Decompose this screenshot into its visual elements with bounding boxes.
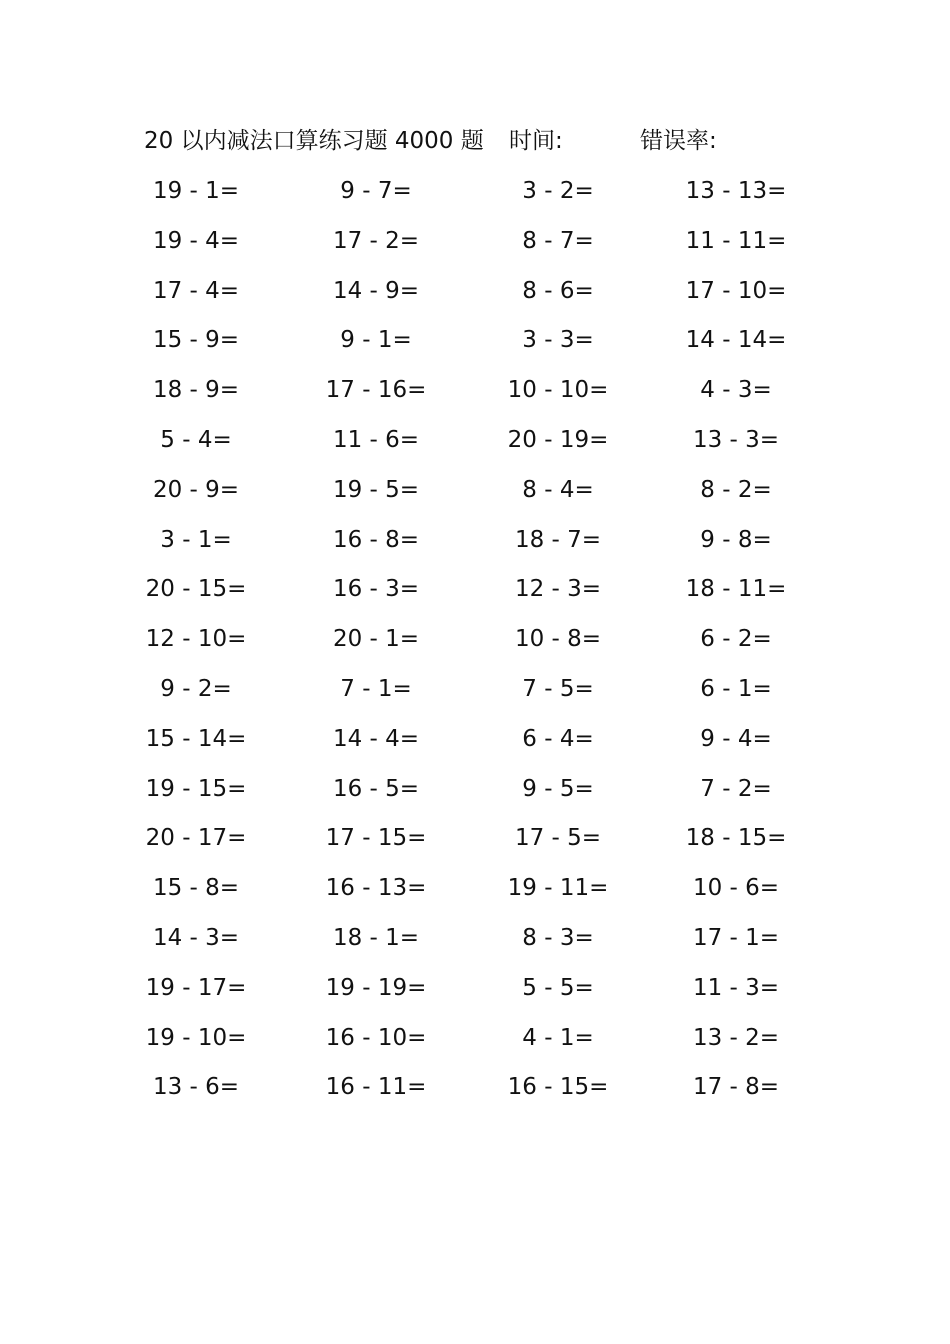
problem-c4-r16: 17 - 1= (692, 925, 780, 951)
problem-c1-r16: 14 - 3= (152, 925, 240, 951)
problem-c2-r9: 16 - 3= (332, 576, 420, 603)
problem-c3-r5: 10 - 10= (507, 377, 609, 404)
problem-c4-r2: 11 - 11= (685, 227, 787, 254)
problem-c2-r10: 20 - 1= (332, 626, 420, 653)
problem-c3-r6: 20 - 19= (507, 427, 609, 453)
problem-c4-r18: 13 - 2= (692, 1024, 780, 1051)
problem-c2-r19: 16 - 11= (325, 1074, 427, 1101)
problem-c4-r19: 17 - 8= (692, 1074, 780, 1101)
problem-c1-r19: 13 - 6= (152, 1074, 240, 1101)
problem-c1-r15: 15 - 8= (152, 875, 240, 902)
problem-c3-r4: 3 - 3= (522, 327, 594, 354)
problem-c1-r8: 3 - 1= (160, 526, 232, 553)
problem-c1-r12: 15 - 14= (145, 725, 247, 752)
problem-c3-r1: 3 - 2= (522, 178, 594, 204)
problem-c1-r3: 17 - 4= (152, 277, 240, 304)
problem-c3-r7: 8 - 4= (522, 476, 594, 503)
problem-c4-r1: 13 - 13= (685, 178, 787, 204)
problem-c4-r4: 14 - 14= (685, 327, 787, 354)
problem-c1-r18: 19 - 10= (145, 1024, 247, 1051)
problem-c1-r4: 15 - 9= (152, 327, 240, 354)
worksheet-title: 20 以内减法口算练习题 4000 题 (144, 128, 484, 154)
problem-c2-r7: 19 - 5= (332, 476, 420, 503)
problem-c2-r18: 16 - 10= (325, 1024, 427, 1051)
problem-c2-r11: 7 - 1= (340, 676, 412, 702)
problem-c3-r12: 6 - 4= (522, 725, 594, 752)
problem-c1-r11: 9 - 2= (160, 676, 232, 702)
problem-c4-r9: 18 - 11= (685, 576, 787, 603)
problem-c2-r2: 17 - 2= (332, 227, 420, 254)
problem-c3-r13: 9 - 5= (522, 775, 594, 802)
problem-c4-r6: 13 - 3= (692, 427, 780, 453)
problem-c1-r2: 19 - 4= (152, 227, 240, 254)
problem-c2-r8: 16 - 8= (332, 526, 420, 553)
problem-c3-r2: 8 - 7= (522, 227, 594, 254)
problem-c4-r7: 8 - 2= (700, 476, 772, 503)
problem-c1-r14: 20 - 17= (145, 825, 247, 852)
problem-c1-r9: 20 - 15= (145, 576, 247, 603)
error-rate-label: 错误率: (640, 128, 717, 154)
problem-c2-r6: 11 - 6= (332, 427, 420, 453)
problem-c1-r5: 18 - 9= (152, 377, 240, 404)
problem-c1-r10: 12 - 10= (145, 626, 247, 653)
problem-c3-r18: 4 - 1= (522, 1024, 594, 1051)
problem-c3-r8: 18 - 7= (514, 526, 602, 553)
problem-c3-r16: 8 - 3= (522, 925, 594, 951)
problem-c3-r9: 12 - 3= (514, 576, 602, 603)
problem-c2-r1: 9 - 7= (340, 178, 412, 204)
problem-c2-r12: 14 - 4= (332, 725, 420, 752)
problem-c4-r13: 7 - 2= (700, 775, 772, 802)
problem-c4-r14: 18 - 15= (685, 825, 787, 852)
problem-c1-r1: 19 - 1= (152, 178, 240, 204)
problem-c1-r6: 5 - 4= (160, 427, 232, 453)
problem-c3-r14: 17 - 5= (514, 825, 602, 852)
problem-c3-r11: 7 - 5= (522, 676, 594, 702)
problem-c2-r4: 9 - 1= (340, 327, 412, 354)
problem-c3-r3: 8 - 6= (522, 277, 594, 304)
problem-c1-r17: 19 - 17= (145, 974, 247, 1001)
problem-c2-r14: 17 - 15= (325, 825, 427, 852)
problem-c4-r3: 17 - 10= (685, 277, 787, 304)
problem-c2-r5: 17 - 16= (325, 377, 427, 404)
problem-c4-r10: 6 - 2= (700, 626, 772, 653)
time-label: 时间: (509, 128, 563, 154)
problem-c3-r17: 5 - 5= (522, 974, 594, 1001)
problem-c2-r3: 14 - 9= (332, 277, 420, 304)
problem-c2-r17: 19 - 19= (325, 974, 427, 1001)
problem-c3-r15: 19 - 11= (507, 875, 609, 902)
problem-c4-r17: 11 - 3= (692, 974, 780, 1001)
problem-c4-r15: 10 - 6= (692, 875, 780, 902)
problem-c2-r15: 16 - 13= (325, 875, 427, 902)
problem-c1-r13: 19 - 15= (145, 775, 247, 802)
problem-c3-r19: 16 - 15= (507, 1074, 609, 1101)
problem-c4-r11: 6 - 1= (700, 676, 772, 702)
problem-c3-r10: 10 - 8= (514, 626, 602, 653)
problem-c4-r12: 9 - 4= (700, 725, 772, 752)
problem-c4-r8: 9 - 8= (700, 526, 772, 553)
problem-c2-r16: 18 - 1= (332, 925, 420, 951)
problem-c4-r5: 4 - 3= (700, 377, 772, 404)
problem-c1-r7: 20 - 9= (152, 476, 240, 503)
problem-c2-r13: 16 - 5= (332, 775, 420, 802)
